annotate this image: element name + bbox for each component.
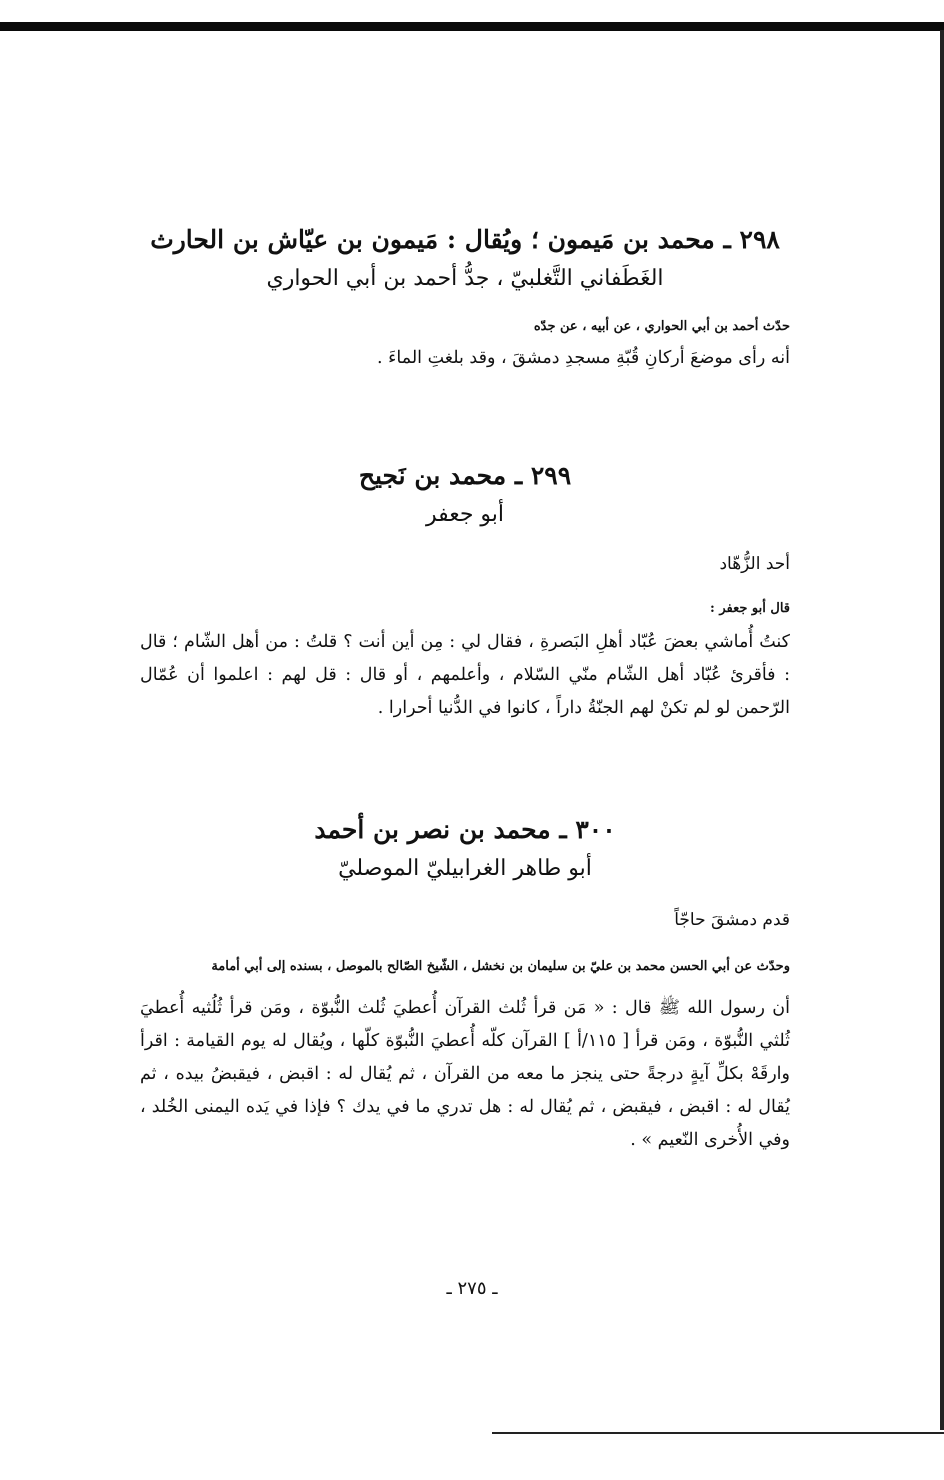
isnad: قال أبو جعفر :: [710, 601, 790, 616]
entry-subheading: الغَطَفاني التَّغلبيّ ، جدُّ أحمد بن أبي الحواري: [266, 266, 664, 291]
entry-subheading: أبو طاهر الغرابيليّ الموصليّ: [338, 856, 592, 881]
page-number: ـ ٢٧٥ ـ: [446, 1278, 498, 1299]
entry-heading: ٢٩٩ ـ محمد بن نَجيح: [358, 461, 572, 490]
entry-299: [140, 458, 790, 725]
entry-heading: ٣٠٠ ـ محمد بن نصر بن أحمد: [314, 815, 616, 844]
isnad: وحدّث عن أبي الحسن محمد بن عليّ بن سليمان بن نخشل ، الشّيخ الصّالح بالموصل ، بسنده إلى أبي أمامة: [211, 959, 790, 974]
entry-note: أحد الزُّهّاد: [719, 554, 790, 574]
top-border: [0, 22, 944, 31]
entry-note: قدم دمشقَ حاجّاً: [674, 910, 790, 930]
entry-300: [140, 812, 790, 1157]
isnad: حدّث أحمد بن أبي الحواري ، عن أبيه ، عن جدّه: [533, 319, 790, 334]
entry-298: [140, 222, 790, 375]
entry-subheading: أبو جعفر: [425, 502, 505, 527]
entry-text: كنتُ أُماشي بعضَ عُبّاد أهلِ البَصرةِ ، فقال لي : مِن أين أنت ؟ قلتُ : من أهل الشّام ؛ قال : فأقرئ عُبّاد أهل الشّام منّي السّلام ، وأعلمهم ، أو قال : قل لهم : اعلموا أن عُمّال الرّحمن لو لم تكنْ لهم الجنّةُ داراً ، كانوا في الدُّنيا أحرارا .: [140, 632, 790, 718]
entry-heading: ٢٩٨ ـ محمد بن مَيمون ؛ ويُقال : مَيمون بن عيّاش بن الحارث: [150, 225, 780, 254]
right-border: [940, 30, 944, 1430]
entry-text: أنه رأى موضعَ أركانِ قُبّةِ مسجدِ دمشقَ ، وقد بلغتِ الماءَ .: [377, 348, 790, 368]
entry-text: أن رسول الله ﷺ قال : « مَن قرأ ثُلث القرآن أُعطيَ ثُلث النُّبوّة ، ومَن قرأ ثُلُثيه أُعطيَ ثُلثي النُّبوّة ، ومَن قرأ [ ١١٥/أ ] القرآن كلّه أُعطيَ النُّبوّة كلّها ، ويُقال له يوم القيامة : اقرأ وارقَهْ بكلِّ آيةٍ درجةً حتى ينجز ما معه من القرآن ، ثم يُقال له : اقبض ، فيقبضُ بيده ، ثم يُقال له : اقبض ، فيقبض ، ثم يُقال له : هل تدري ما في يدك ؟ فإذا في يَده اليمنى الخُلد ، وفي الأُخرى النّعيم » .: [140, 998, 790, 1150]
bottom-rule: [492, 1432, 944, 1434]
